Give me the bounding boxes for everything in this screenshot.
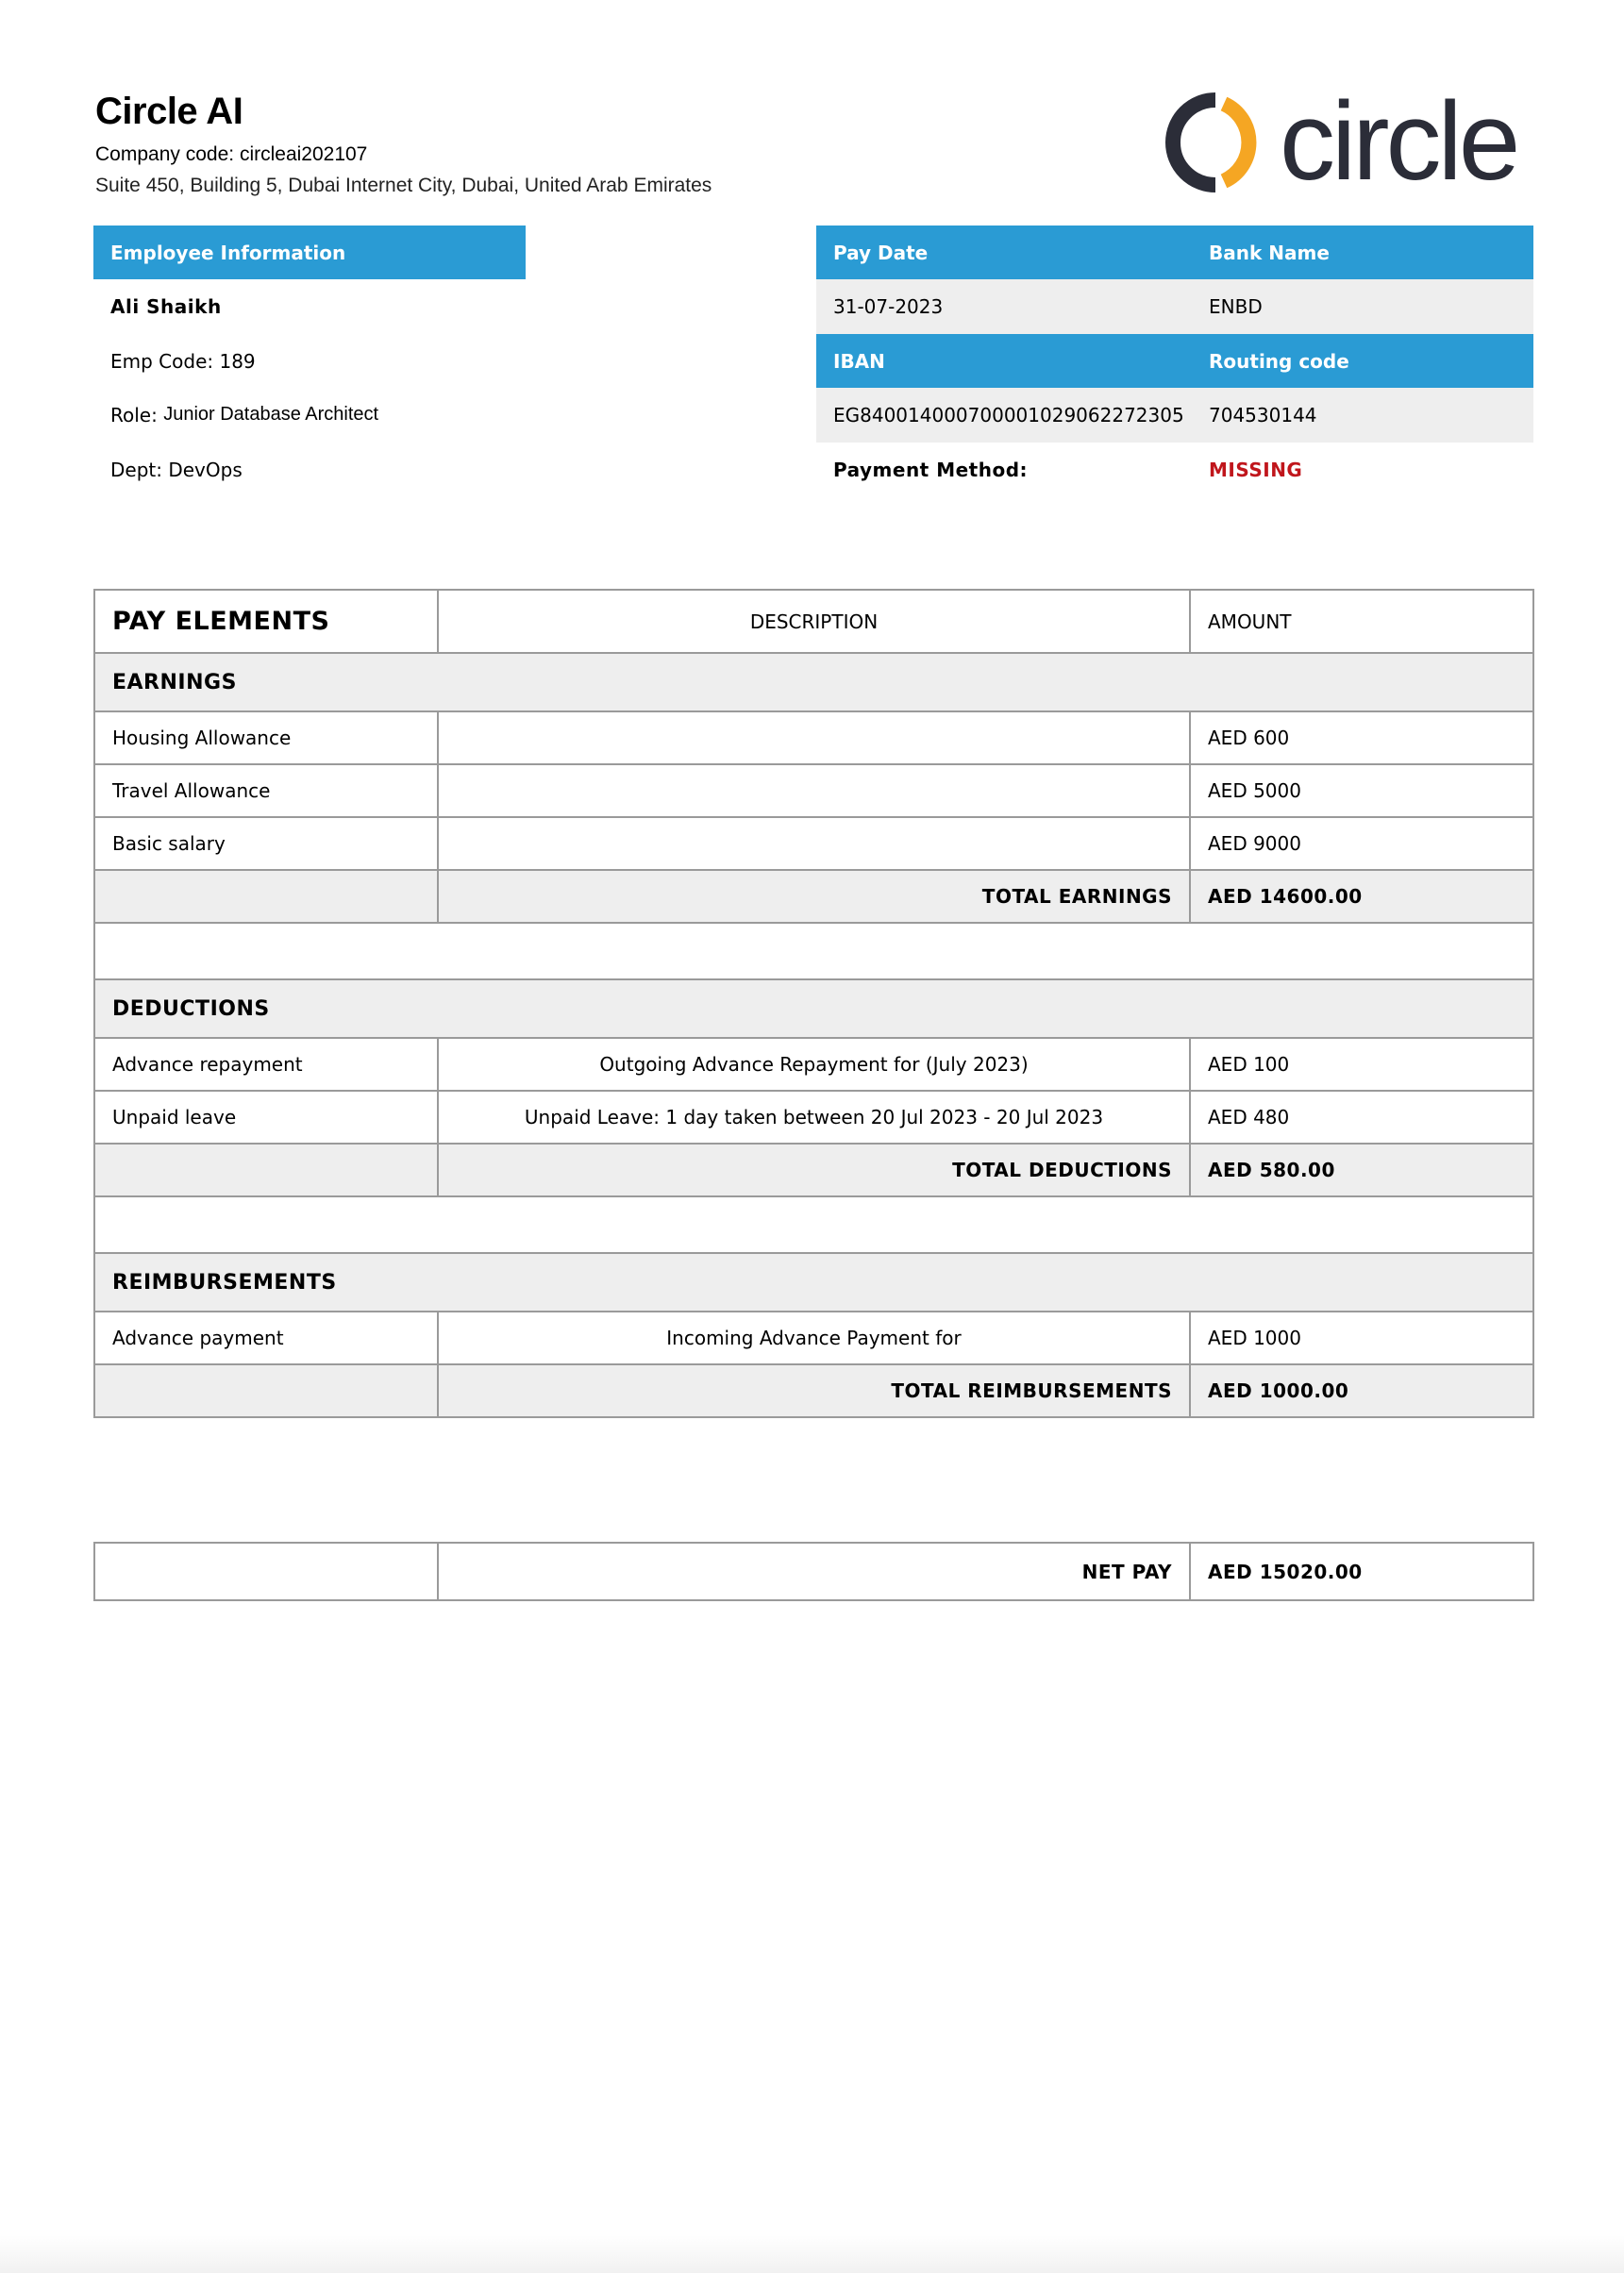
company-code-value: circleai202107 [239, 143, 368, 165]
net-pay-value: AED 15020.00 [1190, 1543, 1533, 1600]
earning-element: Housing Allowance [94, 711, 438, 764]
table-header-row [94, 590, 1533, 653]
reimbursement-element: Advance payment [94, 1312, 438, 1364]
earning-description [438, 711, 1190, 764]
pay-elements-table [93, 589, 1534, 1418]
employee-role-label: Role: [110, 403, 158, 426]
total-deductions-value: AED 580.00 [1190, 1144, 1533, 1196]
employee-name: Ali Shaikh [110, 294, 222, 318]
pay-date-header: Pay Date [816, 226, 1192, 279]
earning-description [438, 817, 1190, 870]
reimbursement-description: Incoming Advance Payment for [438, 1312, 1190, 1364]
reimbursements-section-row [94, 1253, 1533, 1312]
reimbursement-amount: AED 1000 [1190, 1312, 1533, 1364]
deduction-amount: AED 100 [1190, 1038, 1533, 1091]
earnings-section-row [94, 653, 1533, 711]
total-spacer [94, 870, 438, 923]
iban-header: IBAN [816, 334, 1192, 388]
earnings-total-row [94, 870, 1533, 923]
total-earnings-value: AED 14600.00 [1190, 870, 1533, 923]
payment-method-value: MISSING [1209, 458, 1303, 481]
employee-role [93, 388, 526, 442]
earning-amount: AED 5000 [1190, 764, 1533, 817]
routing-code-value: 704530144 [1192, 388, 1533, 443]
total-spacer [94, 1364, 438, 1417]
net-pay-label: NET PAY [438, 1543, 1190, 1600]
deductions-total-row [94, 1144, 1533, 1196]
page-bottom-edge [0, 2235, 1624, 2273]
total-deductions-label: TOTAL DEDUCTIONS [438, 1144, 1190, 1196]
earning-element: Travel Allowance [94, 764, 438, 817]
reimbursements-total-row [94, 1364, 1533, 1417]
earning-description [438, 764, 1190, 817]
deduction-amount: AED 480 [1190, 1091, 1533, 1144]
earning-amount: AED 600 [1190, 711, 1533, 764]
table-row [94, 1091, 1533, 1144]
earning-amount: AED 9000 [1190, 817, 1533, 870]
deduction-description: Unpaid Leave: 1 day taken between 20 Jul 2023 - 20 Jul 2023 [438, 1091, 1190, 1144]
employee-dept: Dept: DevOps [110, 458, 243, 481]
company-logo [1162, 89, 1534, 196]
deductions-section-row [94, 979, 1533, 1038]
deduction-element: Unpaid leave [94, 1091, 438, 1144]
employee-emp-code: Emp Code: 189 [110, 349, 256, 373]
iban-value: EG840014000700001029062272305 [816, 388, 1192, 443]
spacer-cell [94, 1196, 1533, 1253]
deduction-element: Advance repayment [94, 1038, 438, 1091]
total-earnings-label: TOTAL EARNINGS [438, 870, 1190, 923]
deductions-title: DEDUCTIONS [94, 979, 1533, 1038]
employee-role-value: Junior Database Architect [163, 404, 379, 425]
logo-wordmark: circle [1280, 89, 1517, 196]
total-spacer [94, 1144, 438, 1196]
company-code [95, 143, 367, 166]
routing-code-header: Routing code [1192, 334, 1533, 388]
spacer-cell [94, 923, 1533, 979]
employee-info-header: Employee Information [93, 226, 526, 279]
spacer-row [94, 1196, 1533, 1253]
earnings-title: EARNINGS [94, 653, 1533, 711]
total-reimbursements-label: TOTAL REIMBURSEMENTS [438, 1364, 1190, 1417]
table-row [94, 817, 1533, 870]
circle-logo-icon [1173, 100, 1248, 185]
net-pay-row [94, 1543, 1533, 1600]
reimbursements-title: REIMBURSEMENTS [94, 1253, 1533, 1312]
table-row [94, 1038, 1533, 1091]
pay-date-value: 31-07-2023 [816, 279, 1192, 334]
spacer-row [94, 923, 1533, 979]
deduction-description: Outgoing Advance Repayment for (July 2023) [438, 1038, 1190, 1091]
net-pay-spacer [94, 1543, 438, 1600]
header-pay-elements: PAY ELEMENTS [94, 590, 438, 653]
payment-method-label: Payment Method: [833, 458, 1029, 481]
earning-element: Basic salary [94, 817, 438, 870]
net-pay-table [93, 1542, 1534, 1601]
table-row [94, 711, 1533, 764]
company-address: Suite 450, Building 5, Dubai Internet City, Dubai, United Arab Emirates [95, 175, 712, 196]
header-description: DESCRIPTION [438, 590, 1190, 653]
bank-name-value: ENBD [1192, 279, 1533, 334]
company-name: Circle AI [95, 91, 243, 132]
bank-name-header: Bank Name [1192, 226, 1533, 279]
company-code-label: Company code: [95, 143, 235, 165]
table-row [94, 1312, 1533, 1364]
total-reimbursements-value: AED 1000.00 [1190, 1364, 1533, 1417]
header-amount: AMOUNT [1190, 590, 1533, 653]
table-row [94, 764, 1533, 817]
